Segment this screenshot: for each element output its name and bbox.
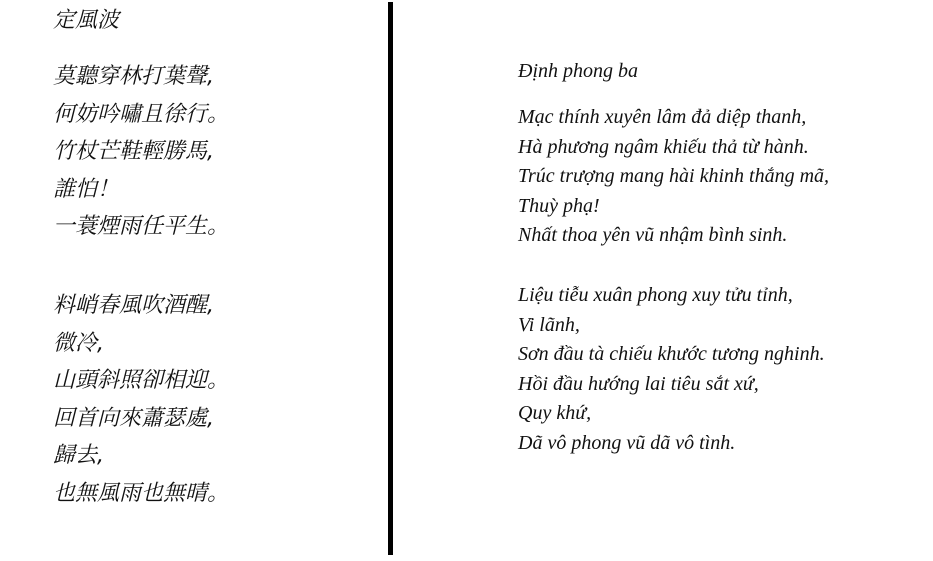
vietnamese-stanza-2 [518,281,825,458]
chinese-verse-line: 微冷, [53,330,104,356]
chinese-verse-line: 竹杖芒鞋輕勝馬, [53,139,214,164]
vietnamese-verse-line: Liệu tiễu xuân phong xuy tửu tỉnh, [518,284,793,306]
chinese-verse-line: 誰怕！ [53,176,120,202]
chinese-verse-line: 山頭斜照卻相迎。 [53,368,230,393]
vietnamese-verse-line: Trúc trượng mang hài khinh thắng mã, [518,165,830,187]
chinese-verse-line: 也無風雨也無晴。 [53,480,230,506]
chinese-verse-line: 料峭春風吹酒醒, [53,293,214,318]
chinese-stanza-1 [53,58,229,246]
chinese-poem-title: 定風波 [53,8,120,33]
chinese-verse-line: 一蓑煙雨任平生。 [53,214,230,239]
vietnamese-verse-line: Vi lãnh, [518,313,580,336]
vietnamese-poem-title: Định phong ba [518,60,638,82]
chinese-verse-line: 何妨吟嘯且徐行。 [53,101,230,127]
chinese-verse-line: 歸去, [53,443,104,468]
vietnamese-verse-line: Hà phương ngâm khiếu thả từ hành. [518,135,809,158]
chinese-verse-line: 回首向來蕭瑟處, [53,405,214,431]
vietnamese-stanza-1 [518,103,829,251]
column-divider [388,2,393,555]
chinese-verse-line: 莫聽穿林打葉聲, [53,64,214,89]
vietnamese-verse-line: Hồi đầu hướng lai tiêu sắt xứ, [518,372,759,395]
chinese-stanza-2 [53,287,229,512]
vietnamese-verse-line: Thuỳ phạ! [518,194,600,217]
vietnamese-verse-line: Dã vô phong vũ dã vô tình. [518,431,736,454]
vietnamese-verse-line: Sơn đầu tà chiếu khước tương nghinh. [518,343,825,365]
vietnamese-verse-line: Quy khứ, [518,402,592,424]
vietnamese-verse-line: Nhất thoa yên vũ nhậm bình sinh. [518,224,788,246]
vietnamese-verse-line: Mạc thính xuyên lâm đả diệp thanh, [518,106,807,128]
